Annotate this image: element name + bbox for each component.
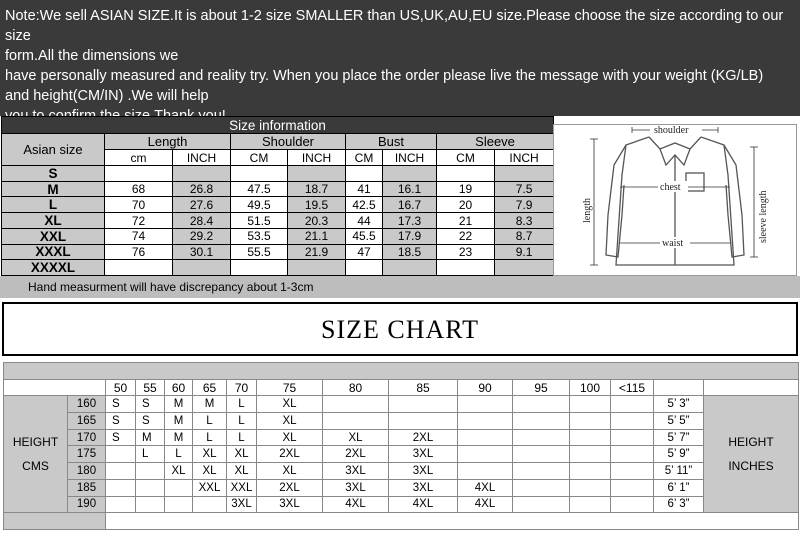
measurement-cell: 16.7 xyxy=(383,197,437,213)
measurement-cell xyxy=(105,260,173,276)
waist-label: waist xyxy=(662,238,684,249)
weight-header: 55 xyxy=(136,379,165,396)
height-cms-label xyxy=(4,396,68,513)
measurement-cell: 53.5 xyxy=(231,228,288,244)
size-cell xyxy=(570,479,611,496)
asian-size-header: Asian size xyxy=(2,134,105,166)
measurement-cell: 47.5 xyxy=(231,181,288,197)
height-row xyxy=(4,429,799,446)
height-row xyxy=(4,496,799,513)
size-cell xyxy=(611,496,654,513)
size-cell: 3XL xyxy=(323,463,389,480)
size-cell xyxy=(570,446,611,463)
unit-header: INCH xyxy=(288,150,346,166)
note-line: form.All the dimensions we xyxy=(5,48,179,64)
measurement-cell: 68 xyxy=(105,181,173,197)
measurement-cell: 8.3 xyxy=(495,213,554,229)
size-cell: M xyxy=(193,396,227,413)
size-cell xyxy=(136,479,165,496)
size-cell: S xyxy=(106,429,136,446)
size-cell xyxy=(570,429,611,446)
size-cell: L xyxy=(165,446,193,463)
size-row xyxy=(2,166,554,182)
size-cell xyxy=(611,429,654,446)
size-cell: XL xyxy=(257,429,323,446)
chart-bottom-right xyxy=(106,513,799,530)
measurement-cell xyxy=(437,166,495,182)
measurement-cell xyxy=(383,260,437,276)
measurement-cell: 20 xyxy=(437,197,495,213)
size-cell xyxy=(458,413,513,430)
note-line: and height(CM/IN) .We will help xyxy=(5,88,209,104)
height-inches-value: 6’ 3” xyxy=(654,496,704,513)
note-line: Note:We sell ASIAN SIZE.It is about 1-2 size SMALLER than US,UK,AU,EU size.Please choose the size according to our size xyxy=(5,8,784,44)
shirt-icon xyxy=(554,125,796,275)
size-cell: XL xyxy=(227,463,257,480)
unit-header: CM xyxy=(231,150,288,166)
size-cell xyxy=(570,463,611,480)
unit-header: CM xyxy=(437,150,495,166)
size-cell: XXL xyxy=(227,479,257,496)
size-cell: 2XL xyxy=(389,429,458,446)
measurement-cell: 8.7 xyxy=(495,228,554,244)
measurement-cell: 70 xyxy=(105,197,173,213)
shirt-measurement-diagram xyxy=(553,124,797,276)
measurement-cell: 17.3 xyxy=(383,213,437,229)
size-label: L xyxy=(2,197,105,213)
height-label-line: CMS xyxy=(22,459,49,474)
unit-header: INCH xyxy=(495,150,554,166)
measurement-cell: 28.4 xyxy=(173,213,231,229)
size-cell: L xyxy=(227,396,257,413)
measurement-cell: 21 xyxy=(437,213,495,229)
size-cell xyxy=(458,396,513,413)
measurement-cell: 47 xyxy=(346,244,383,260)
size-cell xyxy=(458,463,513,480)
weight-header: 80 xyxy=(323,379,389,396)
measurement-cell: 72 xyxy=(105,213,173,229)
measurement-cell: 26.8 xyxy=(173,181,231,197)
measurement-cell: 51.5 xyxy=(231,213,288,229)
size-cell: XL xyxy=(165,463,193,480)
size-cell xyxy=(106,446,136,463)
height-label-line: INCHES xyxy=(728,459,774,474)
measurement-cell: 22 xyxy=(437,228,495,244)
size-cell xyxy=(458,429,513,446)
weight-header: 60 xyxy=(165,379,193,396)
size-note-banner xyxy=(0,0,800,116)
size-cell xyxy=(513,429,570,446)
measurement-cell xyxy=(383,166,437,182)
size-label: XXXL xyxy=(2,244,105,260)
size-cell: XXL xyxy=(193,479,227,496)
size-cell xyxy=(323,396,389,413)
size-cell: M xyxy=(136,429,165,446)
height-row xyxy=(4,463,799,480)
size-cell xyxy=(513,396,570,413)
size-row xyxy=(2,244,554,260)
length-header: Length xyxy=(105,134,231,150)
unit-header: INCH xyxy=(173,150,231,166)
size-cell xyxy=(570,413,611,430)
measurement-cell: 18.5 xyxy=(383,244,437,260)
height-cm-value: 170 xyxy=(68,429,106,446)
size-cell: 2XL xyxy=(323,446,389,463)
measurement-cell xyxy=(173,166,231,182)
size-label: XXXXL xyxy=(2,260,105,276)
size-cell: 4XL xyxy=(389,496,458,513)
height-inches-value: 5’ 5” xyxy=(654,413,704,430)
size-cell xyxy=(323,413,389,430)
measurement-cell xyxy=(346,260,383,276)
chart-top-row xyxy=(4,363,799,380)
weight-header: 90 xyxy=(458,379,513,396)
unit-header: cm xyxy=(105,150,173,166)
measurement-cell xyxy=(437,260,495,276)
weight-header: 50 xyxy=(106,379,136,396)
size-cell: 3XL xyxy=(389,463,458,480)
measurement-cell xyxy=(288,166,346,182)
measurement-cell: 19 xyxy=(437,181,495,197)
measurement-cell: 49.5 xyxy=(231,197,288,213)
size-cell: XL xyxy=(323,429,389,446)
size-cell: 2XL xyxy=(257,479,323,496)
size-cell xyxy=(106,463,136,480)
weight-header: 95 xyxy=(513,379,570,396)
size-cell: L xyxy=(227,429,257,446)
weight-header: 85 xyxy=(389,379,458,396)
chart-bottom-row xyxy=(4,513,799,530)
size-label: XL xyxy=(2,213,105,229)
size-label: M xyxy=(2,181,105,197)
size-row xyxy=(2,197,554,213)
size-cell: 3XL xyxy=(227,496,257,513)
height-cm-value: 180 xyxy=(68,463,106,480)
size-cell: L xyxy=(193,413,227,430)
height-row xyxy=(4,479,799,496)
size-label: S xyxy=(2,166,105,182)
size-cell xyxy=(570,396,611,413)
measurement-cell: 7.9 xyxy=(495,197,554,213)
height-inches-value: 6’ 1” xyxy=(654,479,704,496)
weight-header: 100 xyxy=(570,379,611,396)
measurement-cell: 30.1 xyxy=(173,244,231,260)
inches-corner xyxy=(654,379,704,396)
size-cell: L xyxy=(193,429,227,446)
measurement-cell xyxy=(231,260,288,276)
unit-header: CM xyxy=(346,150,383,166)
size-cell: M xyxy=(165,396,193,413)
weight-header: 70 xyxy=(227,379,257,396)
measurement-cell: 23 xyxy=(437,244,495,260)
size-cell xyxy=(570,496,611,513)
size-cell xyxy=(611,463,654,480)
weight-header: <115 xyxy=(611,379,654,396)
size-cell xyxy=(136,496,165,513)
size-cell: XL xyxy=(193,463,227,480)
bust-header: Bust xyxy=(346,134,437,150)
size-cell xyxy=(513,463,570,480)
height-row xyxy=(4,396,799,413)
size-row xyxy=(2,260,554,276)
size-cell: XL xyxy=(193,446,227,463)
size-row xyxy=(2,228,554,244)
height-inches-value: 5’ 9” xyxy=(654,446,704,463)
size-cell xyxy=(165,479,193,496)
size-cell: 3XL xyxy=(389,479,458,496)
size-cell: M xyxy=(165,413,193,430)
shoulder-header: Shoulder xyxy=(231,134,346,150)
size-cell: 3XL xyxy=(257,496,323,513)
size-row xyxy=(2,213,554,229)
size-cell xyxy=(513,479,570,496)
unit-header: INCH xyxy=(383,150,437,166)
size-information-title: Size information xyxy=(2,117,554,134)
size-cell xyxy=(136,463,165,480)
size-row xyxy=(2,181,554,197)
measurement-cell: 29.2 xyxy=(173,228,231,244)
size-cell xyxy=(106,496,136,513)
weight-header: 75 xyxy=(257,379,323,396)
size-cell: XL xyxy=(257,396,323,413)
measurement-cell: 20.3 xyxy=(288,213,346,229)
right-corner xyxy=(704,379,799,396)
size-cell xyxy=(389,396,458,413)
measurement-cell: 16.1 xyxy=(383,181,437,197)
size-cell: 4XL xyxy=(458,496,513,513)
size-cell xyxy=(165,496,193,513)
size-cell: S xyxy=(136,413,165,430)
measurement-cell: 21.9 xyxy=(288,244,346,260)
weight-corner xyxy=(4,379,106,396)
hand-measurement-note: Hand measurment will have discrepancy about 1-3cm xyxy=(0,276,800,298)
size-chart-title: SIZE CHART xyxy=(2,302,798,356)
measurement-cell: 27.6 xyxy=(173,197,231,213)
size-label: XXL xyxy=(2,228,105,244)
size-cell xyxy=(611,446,654,463)
size-cell: 2XL xyxy=(257,446,323,463)
measurement-cell xyxy=(173,260,231,276)
height-inches-value: 5’ 3” xyxy=(654,396,704,413)
measurement-cell: 19.5 xyxy=(288,197,346,213)
length-label: length xyxy=(582,198,593,223)
size-cell: M xyxy=(165,429,193,446)
height-inches-value: 5’ 7” xyxy=(654,429,704,446)
size-information-table xyxy=(1,116,554,276)
height-cm-value: 185 xyxy=(68,479,106,496)
height-inches-value: 5’ 11” xyxy=(654,463,704,480)
size-cell: XL xyxy=(257,463,323,480)
measurement-cell: 21.1 xyxy=(288,228,346,244)
size-cell xyxy=(513,446,570,463)
measurement-cell: 18.7 xyxy=(288,181,346,197)
size-cell xyxy=(389,413,458,430)
size-cell: S xyxy=(106,396,136,413)
measurement-cell xyxy=(105,166,173,182)
size-cell: 4XL xyxy=(323,496,389,513)
measurement-cell xyxy=(495,260,554,276)
size-cell xyxy=(611,479,654,496)
size-cell xyxy=(611,413,654,430)
size-cell xyxy=(458,446,513,463)
size-cell: L xyxy=(227,413,257,430)
height-row xyxy=(4,413,799,430)
shoulder-label: shoulder xyxy=(654,125,689,136)
measurement-cell xyxy=(288,260,346,276)
height-label-line: HEIGHT xyxy=(12,435,59,450)
height-inches-label xyxy=(704,396,799,513)
size-cell xyxy=(611,396,654,413)
height-row xyxy=(4,446,799,463)
measurement-cell: 17.9 xyxy=(383,228,437,244)
size-cell xyxy=(513,496,570,513)
size-cell: 3XL xyxy=(389,446,458,463)
size-cell xyxy=(193,496,227,513)
height-cm-value: 175 xyxy=(68,446,106,463)
measurement-cell: 41 xyxy=(346,181,383,197)
measurement-cell: 45.5 xyxy=(346,228,383,244)
size-cell xyxy=(106,479,136,496)
weight-header: 65 xyxy=(193,379,227,396)
height-cm-value: 160 xyxy=(68,396,106,413)
size-cell: S xyxy=(136,396,165,413)
height-cm-value: 165 xyxy=(68,413,106,430)
size-cell: XL xyxy=(257,413,323,430)
measurement-cell xyxy=(346,166,383,182)
measurement-cell: 55.5 xyxy=(231,244,288,260)
sleeve-length-label: sleeve length xyxy=(758,190,769,243)
size-cell xyxy=(513,413,570,430)
chest-label: chest xyxy=(660,182,681,193)
size-cell: 4XL xyxy=(458,479,513,496)
chart-bottom-left xyxy=(4,513,106,530)
measurement-cell: 74 xyxy=(105,228,173,244)
height-cm-value: 190 xyxy=(68,496,106,513)
measurement-cell: 42.5 xyxy=(346,197,383,213)
height-weight-size-chart xyxy=(3,362,799,530)
height-label-line: HEIGHT xyxy=(728,435,774,450)
measurement-cell: 76 xyxy=(105,244,173,260)
measurement-cell: 9.1 xyxy=(495,244,554,260)
measurement-cell xyxy=(231,166,288,182)
size-cell: 3XL xyxy=(323,479,389,496)
measurement-cell: 44 xyxy=(346,213,383,229)
size-cell: L xyxy=(136,446,165,463)
chart-top-bar xyxy=(4,363,799,380)
size-cell: XL xyxy=(227,446,257,463)
measurement-cell xyxy=(495,166,554,182)
note-line: have personally measured and reality try. When you place the order please live the message with your weight (KG/LB) xyxy=(5,68,764,84)
measurement-cell: 7.5 xyxy=(495,181,554,197)
size-cell: S xyxy=(106,413,136,430)
weight-header-row xyxy=(4,379,799,396)
sleeve-header: Sleeve xyxy=(437,134,554,150)
